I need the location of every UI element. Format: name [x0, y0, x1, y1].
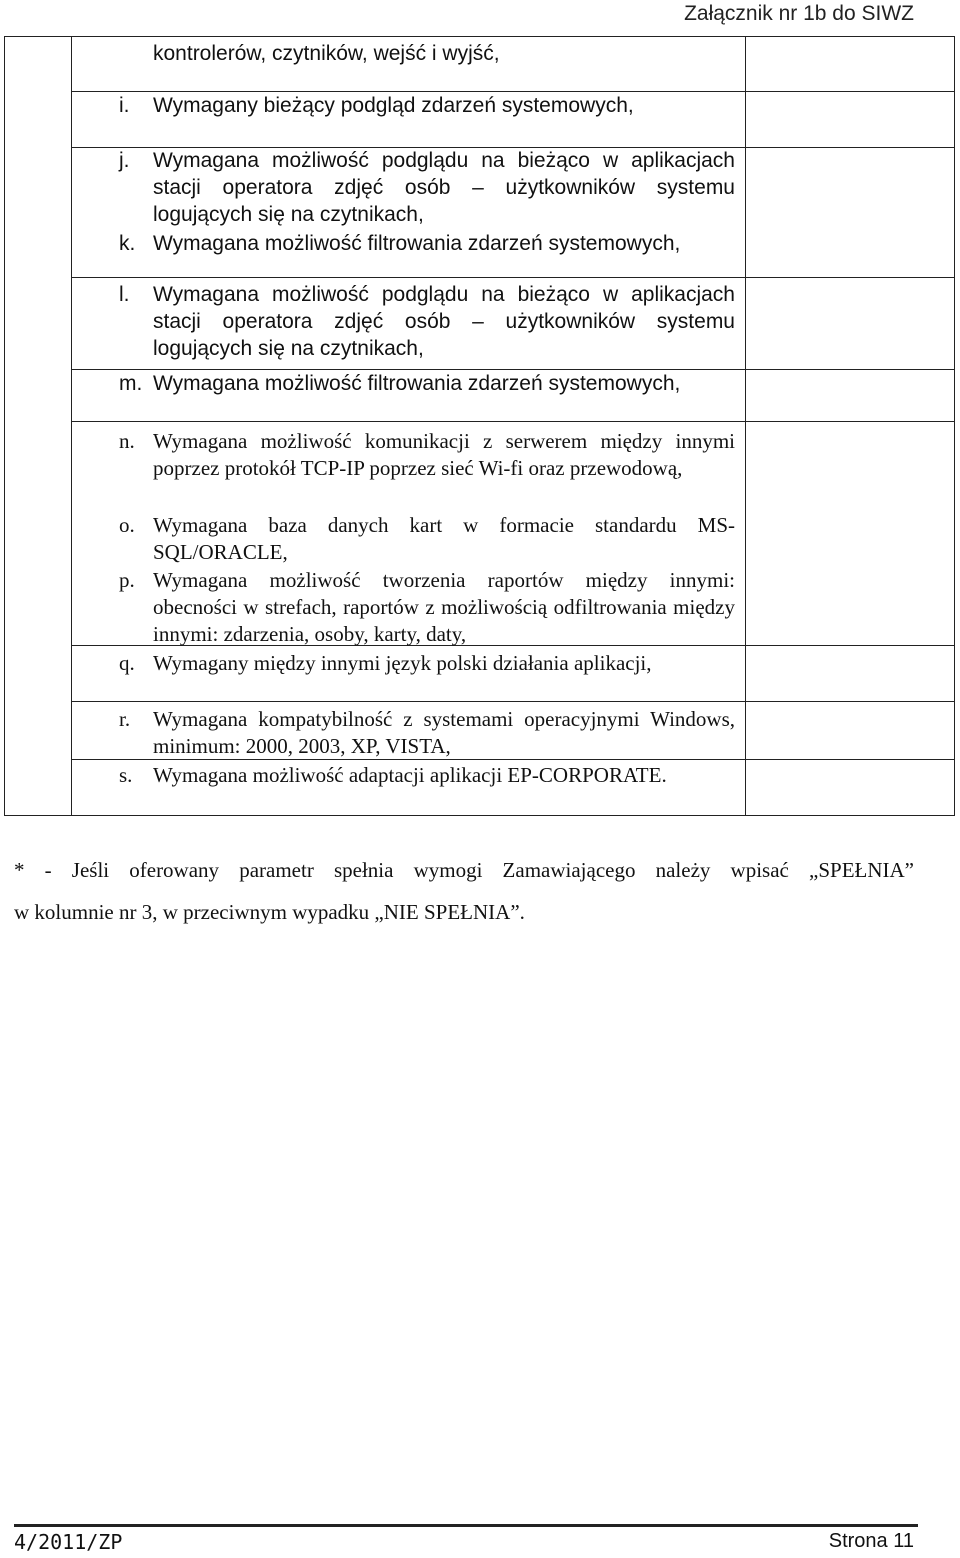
row-divider	[71, 277, 745, 278]
row-divider	[745, 759, 954, 760]
row-divider	[745, 645, 954, 646]
requirement-item-o: o. Wymagana baza danych kart w formacie standardu MS-SQL/ORACLE,	[119, 513, 735, 564]
footnote-line-2: w kolumnie nr 3, w przeciwnym wypadku „NIE SPEŁNIA”.	[14, 900, 525, 924]
requirement-item-s: s. Wymagana możliwość adaptacji aplikacji EP-CORPORATE.	[119, 763, 667, 787]
document-number: 4/2011/ZP	[14, 1530, 123, 1554]
row-divider	[745, 91, 954, 92]
row-divider	[745, 421, 954, 422]
requirement-item-p: p. Wymagana możliwość tworzenia raportów między innymi: obecności w strefach, raportów z możliwością odfiltrowania między innymi: zdarzenia, osoby, karty, daty,	[119, 568, 735, 646]
specification-table	[4, 36, 955, 816]
requirement-item-j: j. Wymagana możliwość podglądu na bieżąco w aplikacjach stacji operatora zdjęć osób – użytkowników systemu logujących się na czytnikach,	[119, 149, 735, 226]
row-divider	[71, 421, 745, 422]
row-divider	[71, 701, 745, 702]
page-number: Strona 11	[828, 1530, 914, 1552]
footer-divider	[14, 1524, 918, 1527]
requirement-item-i: i. Wymagany bieżący podgląd zdarzeń systemowych,	[119, 94, 634, 117]
footnote-line-1: * - Jeśli oferowany parametr spełnia wymogi Zamawiającego należy wpisać „SPEŁNIA”	[14, 858, 914, 882]
table-column-number	[5, 37, 72, 815]
requirement-item-r: r. Wymagana kompatybilność z systemami operacyjnymi Windows, minimum: 2000, 2003, XP, VISTA,	[119, 707, 735, 758]
row-divider	[745, 369, 954, 370]
requirement-continuation: kontrolerów, czytników, wejść i wyjść,	[153, 42, 500, 65]
requirement-item-q: q. Wymagany między innymi język polski działania aplikacji,	[119, 651, 652, 675]
requirement-item-n: n. Wymagana możliwość komunikacji z serwerem między innymi poprzez protokół TCP-IP poprzez sieć Wi-fi oraz przewodową,	[119, 429, 735, 480]
row-divider	[745, 147, 954, 148]
requirement-item-l: l. Wymagana możliwość podglądu na bieżąco w aplikacjach stacji operatora zdjęć osób – użytkowników systemu logujących się na czytnikach,	[119, 283, 735, 360]
table-column-compliance	[745, 37, 954, 815]
row-divider	[745, 701, 954, 702]
row-divider	[745, 277, 954, 278]
attachment-header: Załącznik nr 1b do SIWZ	[684, 2, 914, 25]
requirement-item-k: k. Wymagana możliwość filtrowania zdarzeń systemowych,	[119, 232, 681, 255]
requirement-item-m: m. Wymagana możliwość filtrowania zdarzeń systemowych,	[119, 372, 681, 395]
